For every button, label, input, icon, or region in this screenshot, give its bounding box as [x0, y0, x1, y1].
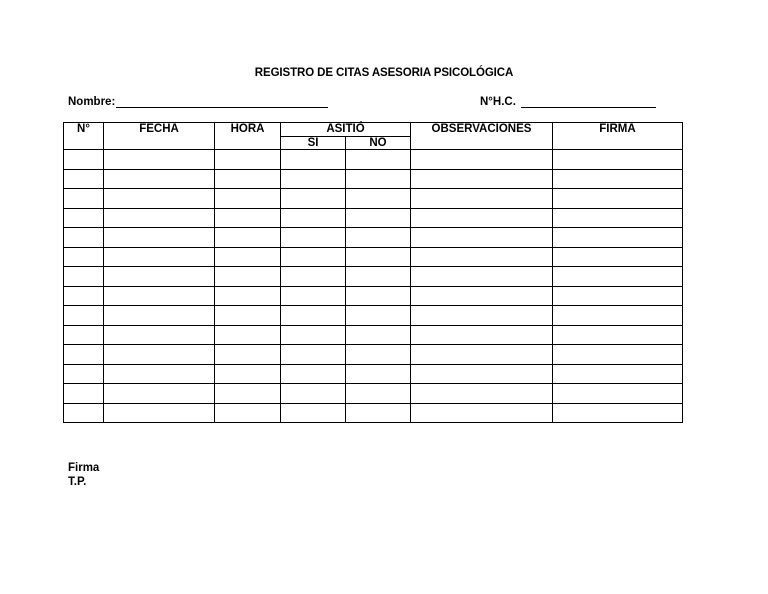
- num-cell[interactable]: [64, 189, 104, 209]
- num-cell[interactable]: [64, 150, 104, 170]
- fecha-cell[interactable]: [104, 403, 215, 423]
- si-cell[interactable]: [281, 169, 346, 189]
- observaciones-cell[interactable]: [411, 208, 553, 228]
- fecha-cell[interactable]: [104, 169, 215, 189]
- no-cell[interactable]: [346, 247, 411, 267]
- fecha-cell[interactable]: [104, 286, 215, 306]
- observaciones-cell[interactable]: [411, 384, 553, 404]
- table-row: [64, 267, 683, 287]
- table-row: [64, 384, 683, 404]
- no-cell[interactable]: [346, 286, 411, 306]
- observaciones-cell[interactable]: [411, 306, 553, 326]
- header-fecha: FECHA: [104, 123, 215, 150]
- firma-cell[interactable]: [553, 208, 683, 228]
- hora-cell[interactable]: [215, 247, 281, 267]
- fecha-cell[interactable]: [104, 208, 215, 228]
- fecha-cell[interactable]: [104, 267, 215, 287]
- observaciones-cell[interactable]: [411, 189, 553, 209]
- hora-cell[interactable]: [215, 345, 281, 365]
- table-row: [64, 189, 683, 209]
- footer-tp-label: T.P.: [68, 476, 87, 488]
- firma-cell[interactable]: [553, 286, 683, 306]
- firma-cell[interactable]: [553, 267, 683, 287]
- firma-cell[interactable]: [553, 150, 683, 170]
- fecha-cell[interactable]: [104, 345, 215, 365]
- si-cell[interactable]: [281, 189, 346, 209]
- fecha-cell[interactable]: [104, 150, 215, 170]
- appointments-table: [63, 122, 683, 423]
- firma-cell[interactable]: [553, 403, 683, 423]
- no-cell[interactable]: [346, 364, 411, 384]
- si-cell[interactable]: [281, 150, 346, 170]
- no-cell[interactable]: [346, 150, 411, 170]
- header-observaciones: OBSERVACIONES: [411, 123, 553, 150]
- table-row: [64, 247, 683, 267]
- num-cell[interactable]: [64, 306, 104, 326]
- observaciones-cell[interactable]: [411, 169, 553, 189]
- table-row: [64, 364, 683, 384]
- num-cell[interactable]: [64, 325, 104, 345]
- nombre-blank-line[interactable]: [116, 95, 328, 108]
- fecha-cell[interactable]: [104, 247, 215, 267]
- observaciones-cell[interactable]: [411, 267, 553, 287]
- nhc-field: [480, 95, 656, 108]
- firma-cell[interactable]: [553, 189, 683, 209]
- observaciones-cell[interactable]: [411, 325, 553, 345]
- num-cell[interactable]: [64, 169, 104, 189]
- hora-cell[interactable]: [215, 169, 281, 189]
- hora-cell[interactable]: [215, 189, 281, 209]
- table-body: [64, 150, 683, 423]
- hora-cell[interactable]: [215, 403, 281, 423]
- table-row: [64, 150, 683, 170]
- no-cell[interactable]: [346, 345, 411, 365]
- firma-cell[interactable]: [553, 169, 683, 189]
- observaciones-cell[interactable]: [411, 247, 553, 267]
- no-cell[interactable]: [346, 325, 411, 345]
- si-cell[interactable]: [281, 384, 346, 404]
- si-cell[interactable]: [281, 364, 346, 384]
- no-cell[interactable]: [346, 169, 411, 189]
- fecha-cell[interactable]: [104, 228, 215, 248]
- no-cell[interactable]: [346, 208, 411, 228]
- si-cell[interactable]: [281, 306, 346, 326]
- firma-cell[interactable]: [553, 306, 683, 326]
- firma-cell[interactable]: [553, 228, 683, 248]
- observaciones-cell[interactable]: [411, 345, 553, 365]
- footer-firma-label: Firma: [68, 462, 100, 474]
- page-title: REGISTRO DE CITAS ASESORIA PSICOLÓGICA: [254, 67, 514, 79]
- fecha-cell[interactable]: [104, 189, 215, 209]
- hora-cell[interactable]: [215, 150, 281, 170]
- fecha-cell[interactable]: [104, 325, 215, 345]
- nombre-field: [68, 95, 328, 108]
- si-cell[interactable]: [281, 403, 346, 423]
- table-row: [64, 325, 683, 345]
- observaciones-cell[interactable]: [411, 364, 553, 384]
- table-row: [64, 228, 683, 248]
- firma-cell[interactable]: [553, 364, 683, 384]
- si-cell[interactable]: [281, 267, 346, 287]
- firma-cell[interactable]: [553, 345, 683, 365]
- hora-cell[interactable]: [215, 286, 281, 306]
- no-cell[interactable]: [346, 267, 411, 287]
- firma-cell[interactable]: [553, 247, 683, 267]
- header-si: SI: [281, 137, 346, 150]
- hora-cell[interactable]: [215, 228, 281, 248]
- table-row: [64, 345, 683, 365]
- header-no: NO: [346, 137, 411, 150]
- observaciones-cell[interactable]: [411, 286, 553, 306]
- fecha-cell[interactable]: [104, 306, 215, 326]
- hora-cell[interactable]: [215, 267, 281, 287]
- table-row: [64, 306, 683, 326]
- si-cell[interactable]: [281, 345, 346, 365]
- table-row: [64, 403, 683, 423]
- num-cell[interactable]: [64, 208, 104, 228]
- si-cell[interactable]: [281, 208, 346, 228]
- num-cell[interactable]: [64, 345, 104, 365]
- header-hora: HORA: [215, 123, 281, 150]
- firma-cell[interactable]: [553, 325, 683, 345]
- hora-cell[interactable]: [215, 208, 281, 228]
- no-cell[interactable]: [346, 403, 411, 423]
- observaciones-cell[interactable]: [411, 150, 553, 170]
- num-cell[interactable]: [64, 384, 104, 404]
- num-cell[interactable]: [64, 403, 104, 423]
- nombre-label: Nombre:: [68, 96, 116, 108]
- nhc-blank-line[interactable]: [521, 95, 656, 108]
- header-num: N°: [64, 123, 104, 150]
- no-cell[interactable]: [346, 189, 411, 209]
- num-cell[interactable]: [64, 364, 104, 384]
- hora-cell[interactable]: [215, 364, 281, 384]
- table-row: [64, 169, 683, 189]
- si-cell[interactable]: [281, 286, 346, 306]
- nhc-label: N°H.C.: [480, 96, 516, 108]
- fecha-cell[interactable]: [104, 364, 215, 384]
- no-cell[interactable]: [346, 384, 411, 404]
- si-cell[interactable]: [281, 228, 346, 248]
- table-row: [64, 286, 683, 306]
- hora-cell[interactable]: [215, 325, 281, 345]
- si-cell[interactable]: [281, 325, 346, 345]
- hora-cell[interactable]: [215, 306, 281, 326]
- header-asistio: ASITIÓ: [281, 123, 411, 137]
- num-cell[interactable]: [64, 247, 104, 267]
- observaciones-cell[interactable]: [411, 228, 553, 248]
- header-firma: FIRMA: [553, 123, 683, 150]
- hora-cell[interactable]: [215, 384, 281, 404]
- fecha-cell[interactable]: [104, 384, 215, 404]
- si-cell[interactable]: [281, 247, 346, 267]
- num-cell[interactable]: [64, 267, 104, 287]
- num-cell[interactable]: [64, 228, 104, 248]
- num-cell[interactable]: [64, 286, 104, 306]
- no-cell[interactable]: [346, 306, 411, 326]
- observaciones-cell[interactable]: [411, 403, 553, 423]
- no-cell[interactable]: [346, 228, 411, 248]
- table-row: [64, 208, 683, 228]
- firma-cell[interactable]: [553, 384, 683, 404]
